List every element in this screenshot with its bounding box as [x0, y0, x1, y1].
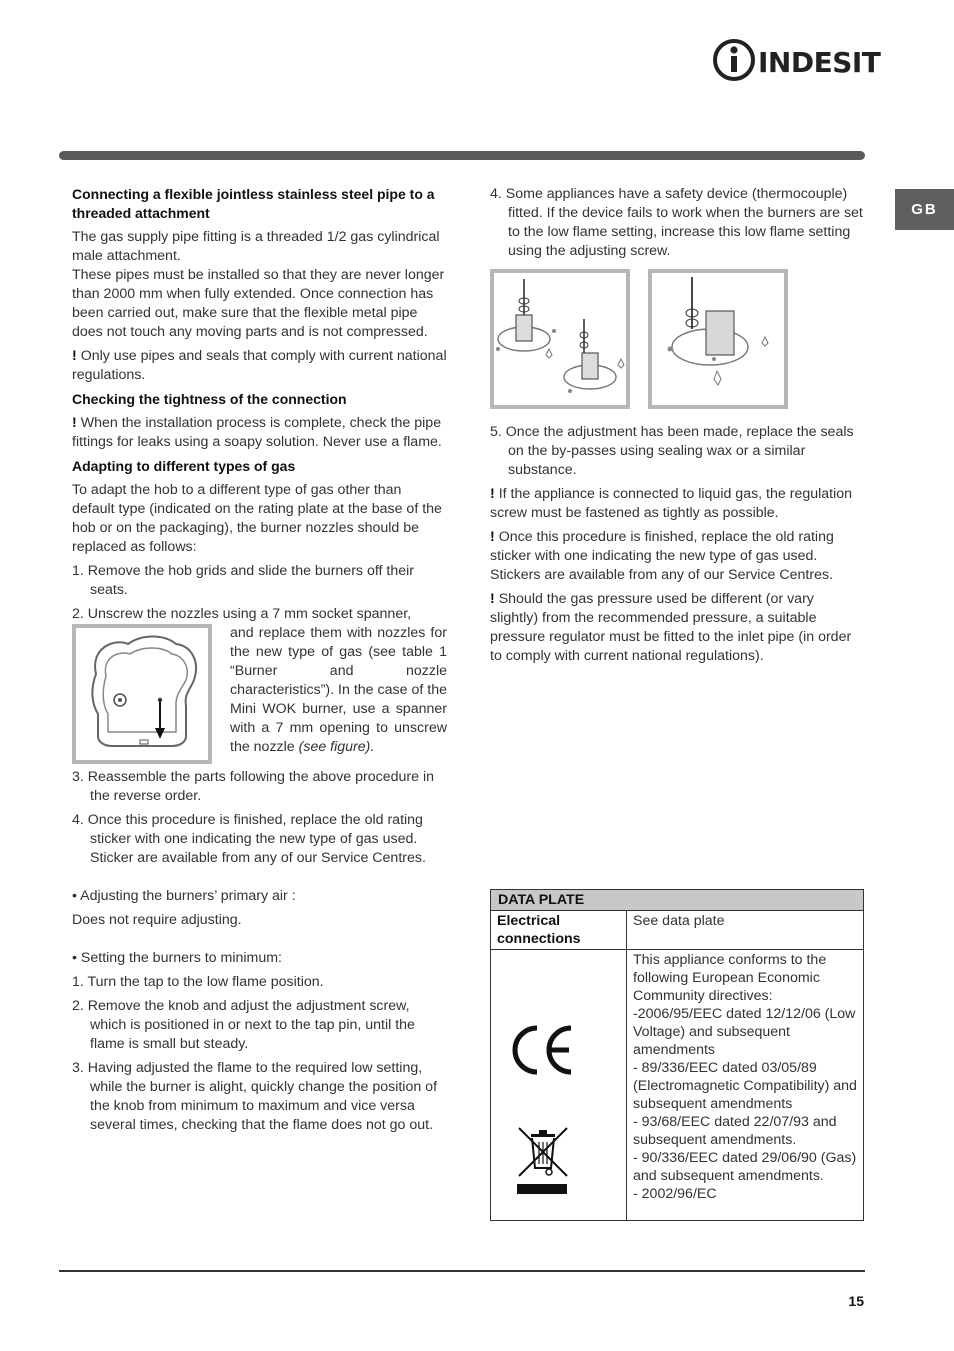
- pipe-length-text: These pipes must be installed so that they are never longer than 2000 mm when fully extended. Once connection has been carried out, make sure that the flexible metal pipe does not touch any moving parts and is not compressed.: [72, 267, 445, 340]
- tightness-warning: ! When the installation process is complete, check the pipe fittings for leaks using a soapy solution. Never use a flame.: [72, 415, 442, 450]
- data-plate-title: DATA PLATE: [491, 890, 864, 911]
- right-column: [490, 185, 864, 671]
- adjustment-figure-right: [648, 269, 788, 409]
- adapting-intro: To adapt the hob to a different type of gas other than default type (indicated on the rating plate at the base of the hob or on the packaging), the burner nozzles should be replaced as follows:: [72, 482, 442, 555]
- primary-air-bullet: • Adjusting the burners’ primary air :: [72, 888, 296, 904]
- language-tab: GB: [895, 189, 954, 230]
- directive-low-voltage: -2006/95/EEC dated 12/12/06 (Low Voltage) and subsequent amendments: [633, 1006, 856, 1058]
- adjustment-figure-left: [490, 269, 630, 409]
- svg-text:INDESIT: INDESIT: [758, 46, 881, 79]
- directive-emc: - 89/336/EEC dated 03/05/89 (Electromagnetic Compatibility) and subsequent amendments: [633, 1060, 857, 1112]
- primary-air-text: Does not require adjusting.: [72, 912, 242, 928]
- adapt-step-2: 2. Unscrew the nozzles using a 7 mm socket spanner,: [72, 606, 412, 622]
- rating-sticker-warning: ! Once this procedure is finished, replace the old rating sticker with one indicating the new type of gas used. Stickers are available from any of our Service Centres.: [490, 529, 834, 583]
- by-pass-seal-step-5: 5. Once the adjustment has been made, replace the seals on the by-passes using sealing wax or a similar substance.: [490, 424, 854, 478]
- pipe-warning: ! Only use pipes and seals that comply with current national regulations.: [72, 348, 447, 383]
- page-number: 15: [848, 1293, 864, 1309]
- liquid-gas-warning: ! If the appliance is connected to liquid gas, the regulation screw must be fastened as tightly as possible.: [490, 486, 853, 521]
- data-plate-table: [490, 889, 864, 1221]
- electrical-connections-label: Electrical connections: [491, 911, 627, 950]
- conformity-marks-cell: [491, 950, 627, 1221]
- adapt-step-1: 1. Remove the hob grids and slide the burners off their seats.: [72, 563, 415, 598]
- footer-rule: [59, 1270, 865, 1272]
- ce-mark-icon: [509, 1022, 577, 1078]
- gas-pressure-warning: ! Should the gas pressure used be different (or vary slightly) from the recommended pressure, a suitable pressure regulator must be fitted to the inlet pipe (in order to comply with current national regulations).: [490, 591, 852, 664]
- directive-93-68: - 93/68/EEC dated 22/07/93 and subsequent amendments.: [633, 1114, 837, 1148]
- adapt-step-2-continued: and replace them with nozzles for the new type of gas (see table 1 “Burner and nozzle characteristics”). In the case of the Mini WOK burner, use a spanner with a 7 mm opening to unscrew the nozzle (see figure).: [230, 625, 447, 755]
- indesit-logo: [712, 38, 881, 82]
- heading-flexible-pipe: Connecting a flexible jointless stainless steel pipe to a threaded attachment: [72, 186, 435, 221]
- warning-mark: !: [72, 415, 77, 431]
- minimum-bullet: • Setting the burners to minimum:: [72, 950, 282, 966]
- warning-mark: !: [490, 486, 495, 502]
- directive-weee: - 2002/96/EC: [633, 1186, 717, 1202]
- directives-cell: [627, 950, 864, 1221]
- adapt-step-4: 4. Once this procedure is finished, replace the old rating sticker with one indicating the new type of gas used. Sticker are available from any of our Service Centres.: [72, 812, 426, 866]
- burner-nozzle-figure: [72, 624, 212, 764]
- see-figure-ref: (see figure).: [298, 739, 375, 755]
- warning-mark: !: [490, 591, 495, 607]
- pipe-fitting-text: The gas supply pipe fitting is a threaded 1/2 gas cylindrical male attachment.: [72, 229, 440, 264]
- weee-bin-icon: [515, 1124, 571, 1196]
- adjustment-figures: [490, 269, 864, 409]
- warning-mark: !: [490, 529, 495, 545]
- directive-gas: - 90/336/EEC dated 29/06/90 (Gas) and subsequent amendments.: [633, 1150, 857, 1184]
- heading-adapting-gas: Adapting to different types of gas: [72, 458, 296, 474]
- left-column: [72, 185, 447, 1140]
- minimum-step-3: 3. Having adjusted the flame to the required low setting, while the burner is alight, quickly change the position of the knob from minimum to maximum and vice versa several times, checking that the flame does not go out.: [72, 1060, 438, 1133]
- warning-mark: !: [72, 348, 77, 364]
- heading-tightness: Checking the tightness of the connection: [72, 391, 347, 407]
- minimum-step-2: 2. Remove the knob and adjust the adjustment screw, which is positioned in or next to the tap pin, until the flame is small but steady.: [72, 998, 415, 1052]
- adapt-step-3: 3. Reassemble the parts following the above procedure in the reverse order.: [72, 769, 434, 804]
- electrical-connections-value: See data plate: [627, 911, 864, 950]
- safety-device-step-4: 4. Some appliances have a safety device (thermocouple) fitted. If the device fails to work when the burners are set to the low flame setting, increase this low flame setting using the adjusting screw.: [490, 186, 863, 259]
- header-rule: [59, 151, 865, 160]
- minimum-step-1: 1. Turn the tap to the low flame position.: [72, 974, 324, 990]
- conformity-intro: This appliance conforms to the following European Economic Community directives:: [633, 952, 827, 1004]
